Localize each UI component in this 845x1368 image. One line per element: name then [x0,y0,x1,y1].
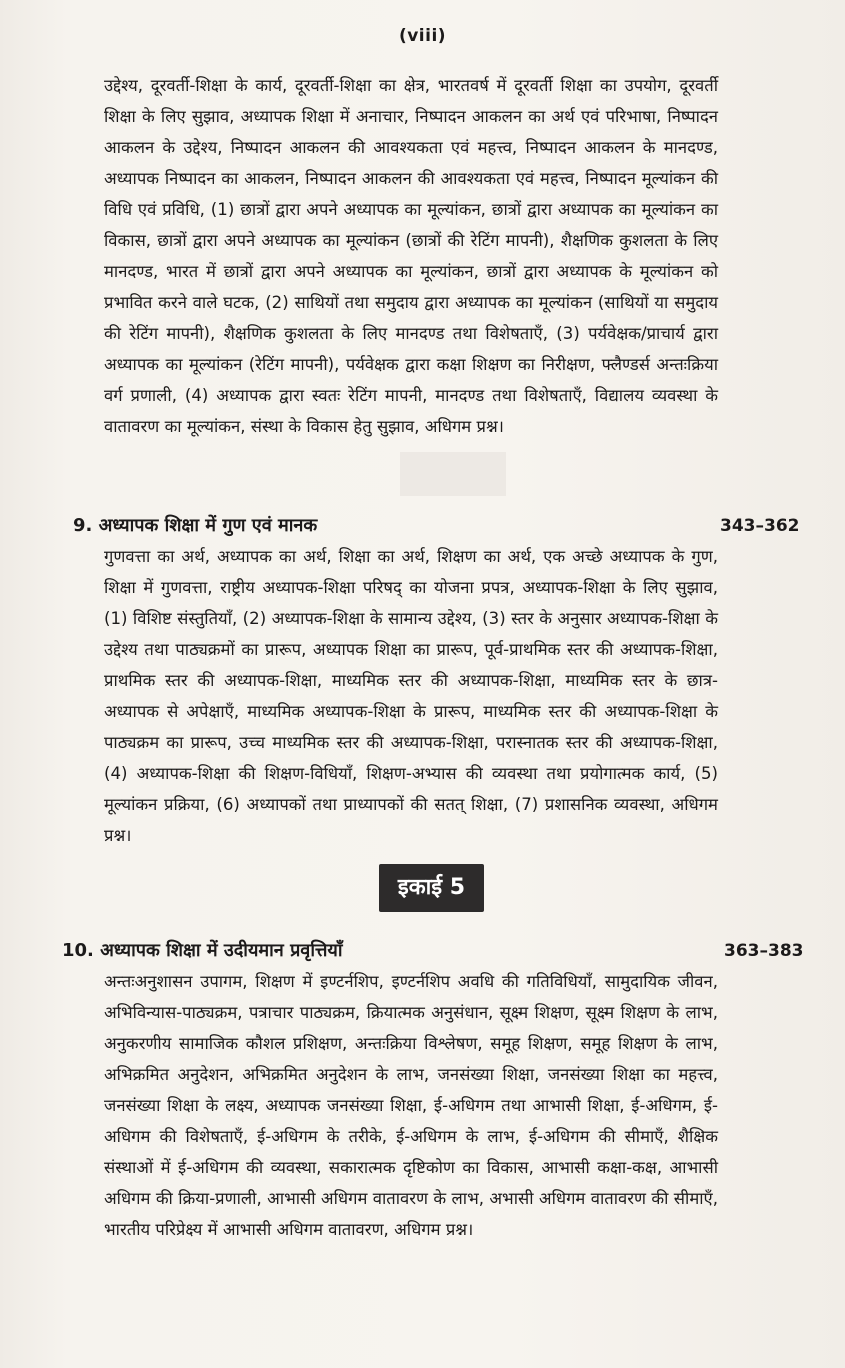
chapter-9-content: गुणवत्ता का अर्थ, अध्यापक का अर्थ, शिक्षा का अर्थ, शिक्षण का अर्थ, एक अच्छे अध्यापक के गुण, शिक्षा में गुणवत्ता, राष्ट्रीय अध्यापक-शिक्षा परिषद् का योजना प्रपत्र, अध्यापक-शिक्षा के लिए सुझाव, (1) विशिष्ट संस्तुतियाँ, (2) अध्यापक-शिक्षा के सामान्य उद्देश्य, (3) स्तर के अनुसार अध्यापक-शिक्षा के उद्देश्य तथा पाठ्यक्रमों का प्रारूप, अध्यापक शिक्षा का प्रारूप, पूर्व-प्राथमिक स्तर की अध्यापक-शिक्षा, प्राथमिक स्तर की अध्यापक-शिक्षा, माध्यमिक स्तर की अध्यापक-शिक्षा, माध्यमिक स्तर के छात्र-अध्यापक से अपेक्षाएँ, माध्यमिक अध्यापक-शिक्षा के प्रारूप, माध्यमिक स्तर की अध्यापक-शिक्षा के पाठ्यक्रम का प्रारूप, उच्च माध्यमिक स्तर की अध्यापक-शिक्षा, परास्नातक स्तर की अध्यापक-शिक्षा, (4) अध्यापक-शिक्षा की शिक्षण-विधियाँ, शिक्षण-अभ्यास की व्यवस्था तथा प्रयोगात्मक कार्य, (5) मूल्यांकन प्रक्रिया, (6) अध्यापकों तथा प्राध्यापकों की सतत् शिक्षा, (7) प्रशासनिक व्यवस्था, अधिगम प्रश्न। [104,547,718,845]
intro-paragraph: उद्देश्य, दूरवर्ती-शिक्षा के कार्य, दूरवर्ती-शिक्षा का क्षेत्र, भारतवर्ष में दूरवर्ती शिक्षा का उपयोग, दूरवर्ती शिक्षा के लिए सुझाव, अध्यापक शिक्षा में अनाचार, निष्पादन आकलन का अर्थ एवं परिभाषा, निष्पादन आकलन के उद्देश्य, निष्पादन आकलन की आवश्यकता एवं महत्त्व, निष्पादन आकलन के मानदण्ड, अध्यापक निष्पादन का आकलन, निष्पादन आकलन की आवश्यकता एवं महत्त्व, निष्पादन मूल्यांकन की विधि एवं प्रविधि, (1) छात्रों द्वारा अपने अध्यापक का मूल्यांकन, छात्रों द्वारा अध्यापक का मूल्यांकन का विकास, छात्रों द्वारा अपने अध्यापक का मूल्यांकन (छात्रों की रेटिंग मापनी), शैक्षणिक कुशलता के लिए मानदण्ड, भारत में छात्रों द्वारा अपने अध्यापक का मूल्यांकन, छात्रों द्वारा अध्यापक के मूल्यांकन को प्रभावित करने वाले घटक, (2) साथियों तथा समुदाय द्वारा अध्यापक का मूल्यांकन (साथियों या समुदाय की रेटिंग मापनी), शैक्षणिक कुशलता के लिए मानदण्ड तथा विशेषताएँ, (3) पर्यवेक्षक/प्राचार्य द्वारा अध्यापक का मूल्यांकन (रेटिंग मापनी), पर्यवेक्षक द्वारा कक्षा शिक्षण का निरीक्षण, फ्लैण्डर्स अन्तःक्रिया वर्ग प्रणाली, (4) अध्यापक द्वारा स्वतः रेटिंग मापनी, मानदण्ड तथा विशेषताएँ, विद्यालय व्यवस्था के वातावरण का मूल्यांकन, संस्था के विकास हेतु सुझाव, अधिगम प्रश्न। [104,76,718,436]
chapter-10-content: अन्तःअनुशासन उपागम, शिक्षण में इण्टर्नशिप, इण्टर्नशिप अवधि की गतिविधियाँ, सामुदायिक जीवन, अभिविन्यास-पाठ्यक्रम, पत्राचार पाठ्यक्रम, क्रियात्मक अनुसंधान, सूक्ष्म शिक्षण, सूक्ष्म शिक्षण के लाभ, अनुकरणीय सामाजिक कौशल प्रशिक्षण, अन्तःक्रिया विश्लेषण, समूह शिक्षण, समूह शिक्षण के लाभ, अभिक्रमित अनुदेशन, अभिक्रमित अनुदेशन के लाभ, जनसंख्या शिक्षा, जनसंख्या शिक्षा का महत्त्व, जनसंख्या शिक्षा के लक्ष्य, अध्यापक जनसंख्या शिक्षा, ई-अधिगम तथा आभासी शिक्षा, ई-अधिगम, ई-अधिगम की विशेषताएँ, ई-अधिगम के तरीके, ई-अधिगम के लाभ, ई-अधिगम की सीमाएँ, शैक्षिक संस्थाओं में ई-अधिगम की व्यवस्था, सकारात्मक दृष्टिकोण का विकास, आभासी कक्षा-कक्ष, आभासी अधिगम की क्रिया-प्रणाली, आभासी अधिगम वातावरण के लाभ, अभासी अधिगम वातावरण की सीमाएँ, भारतीय परिप्रेक्ष्य में आभासी अधिगम वातावरण, अधिगम प्रश्न। [104,972,718,1239]
unit-5-badge: इकाई 5 [379,864,484,912]
chapter-9-page-range: 343–362 [720,516,800,536]
chapter-9-title: 9. अध्यापक शिक्षा में गुण एवं मानक [73,515,318,536]
page-number: (viii) [398,26,447,46]
bleed-through-mark [400,452,506,496]
chapter-10-page-range: 363–383 [724,941,804,961]
chapter-10-title: 10. अध्यापक शिक्षा में उदीयमान प्रवृत्तियाँ [62,940,343,961]
